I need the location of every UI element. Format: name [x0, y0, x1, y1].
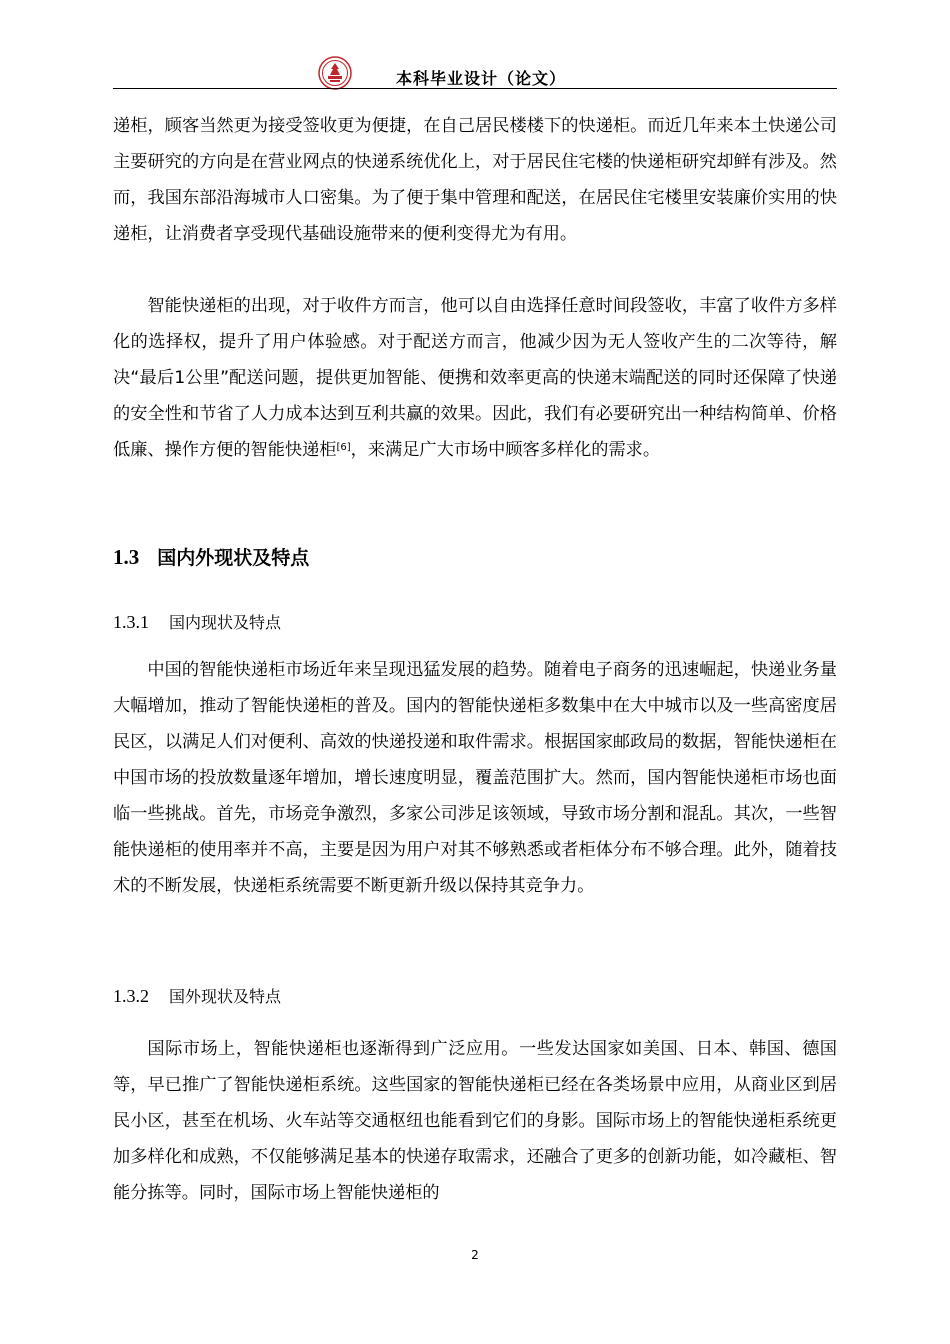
- foreign-status-block: [113, 1031, 837, 1211]
- citation-ref: [6]: [336, 442, 351, 453]
- header-divider: [113, 88, 837, 89]
- paragraph-2-text-after: ，来满足广大市场中顾客多样化的需求。: [350, 440, 661, 460]
- section-number: 1.3: [113, 545, 140, 569]
- subsection-title: 国内现状及特点: [169, 613, 282, 632]
- subsection-heading-1-3-1: [113, 610, 281, 633]
- subsection-title: 国外现状及特点: [169, 987, 282, 1006]
- subsection-number: 1.3.1: [113, 612, 149, 632]
- foreign-status-paragraph: 国际市场上，智能快递柜也逐渐得到广泛应用。一些发达国家如美国、日本、韩国、德国等，早已推广了智能快递柜系统。这些国家的智能快递柜已经在各类场景中应用，从商业区到居民小区，甚至在机场、火车站等交通枢纽也能看到它们的身影。国际市场上的智能快递柜系统更加多样化和成熟，不仅能够满足基本的快递存取需求，还融合了更多的创新功能，如冷藏柜、智能分拣等。同时，国际市场上智能快递柜的: [113, 1039, 837, 1203]
- subsection-heading-1-3-2: [113, 984, 281, 1007]
- page-number: 2: [471, 1248, 479, 1262]
- domestic-status-block: [113, 652, 837, 904]
- section-title: 国内外现状及特点: [157, 547, 310, 569]
- paragraph-2: [113, 288, 837, 468]
- paragraph-2-block: [113, 288, 837, 468]
- domestic-status-paragraph: 中国的智能快递柜市场近年来呈现迅猛发展的趋势。随着电子商务的迅速崛起，快递业务量大幅增加，推动了智能快递柜的普及。国内的智能快递柜多数集中在大中城市以及一些高密度居民区，以满足人们对便利、高效的快递投递和取件需求。根据国家邮政局的数据，智能快递柜在中国市场的投放数量逐年增加，增长速度明显，覆盖范围扩大。然而，国内智能快递柜市场也面临一些挑战。首先，市场竞争激烈，多家公司涉足该领域，导致市场分割和混乱。其次，一些智能快递柜的使用率并不高，主要是因为用户对其不够熟悉或者柜体分布不够合理。此外，随着技术的不断发展，快递柜系统需要不断更新升级以保持其竞争力。: [113, 660, 837, 896]
- paragraph-2-text-before: 智能快递柜的出现，对于收件方而言，他可以自由选择任意时间段签收，丰富了收件方多样化的选择权，提升了用户体验感。对于配送方而言，他减少因为无人签收产生的二次等待，解决“最后1公里”配送问题，提供更加智能、便携和效率更高的快递末端配送的同时还保障了快递的安全性和节省了人力成本达到互利共赢的效果。因此，我们有必要研究出一种结构简单、价格低廉、操作方便的智能快递柜: [113, 296, 837, 460]
- intro-paragraph: 递柜，顾客当然更为接受签收更为便捷，在自己居民楼楼下的快递柜。而近几年来本土快递公司主要研究的方向是在营业网点的快递系统优化上，对于居民住宅楼的快递柜研究却鲜有涉及。然而，我国东部沿海城市人口密集。为了便于集中管理和配送，在居民住宅楼里安装廉价实用的快递柜，让消费者享受现代基础设施带来的便利变得尤为有用。: [113, 116, 837, 244]
- page-header: [113, 62, 837, 88]
- subsection-number: 1.3.2: [113, 986, 149, 1006]
- section-heading-1-3: [113, 543, 309, 570]
- header-title: 本科毕业设计（论文）: [396, 69, 567, 88]
- intro-block: [113, 108, 837, 252]
- university-seal-icon: [318, 56, 352, 90]
